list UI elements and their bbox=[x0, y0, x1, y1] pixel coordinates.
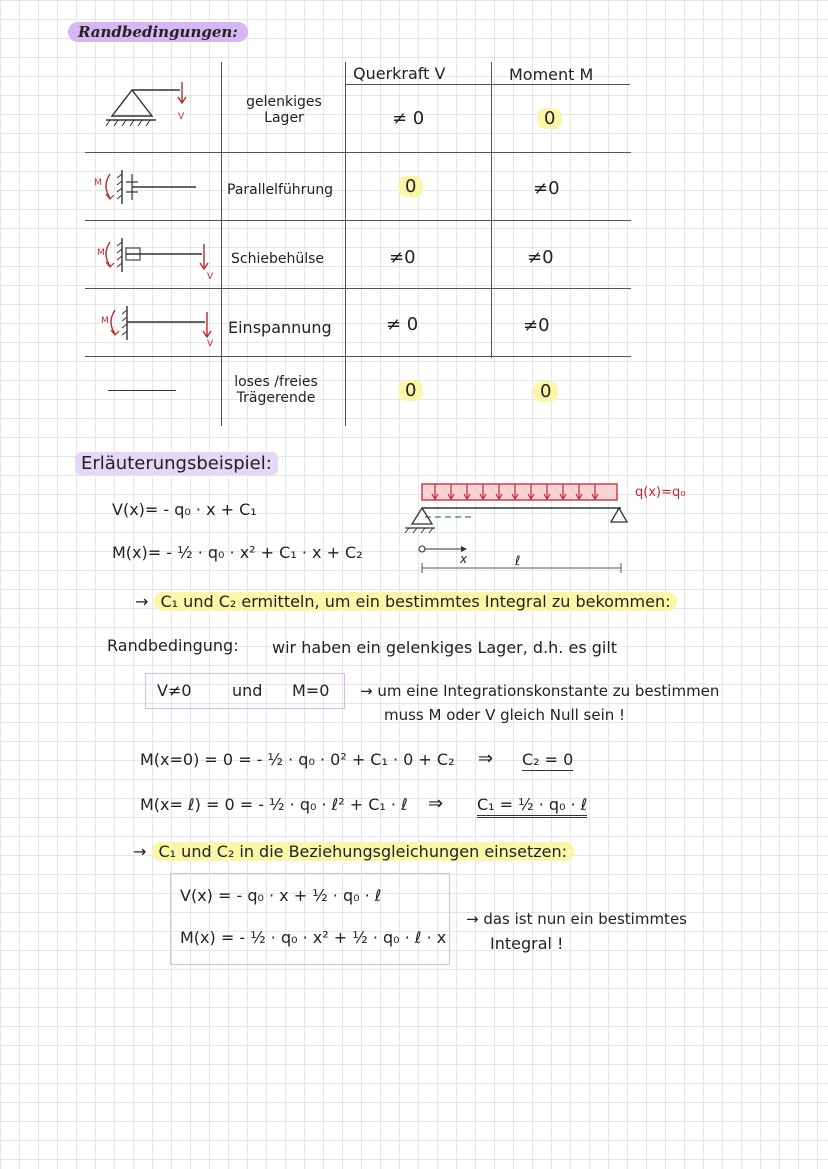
table-row-line bbox=[85, 220, 631, 221]
final-note-2: Integral ! bbox=[490, 934, 564, 953]
condition-v: V≠0 bbox=[157, 681, 192, 700]
v-label: V bbox=[178, 112, 185, 122]
equation-v: V(x)= - q₀ · x + C₁ bbox=[112, 500, 257, 519]
cell-m: ≠0 bbox=[533, 178, 560, 199]
v-label: V bbox=[207, 339, 214, 349]
free-end-sketch bbox=[108, 390, 176, 391]
row-name: loses /freies Trägerende bbox=[234, 374, 318, 406]
insert-line: → C₁ und C₂ in die Beziehungsgleichungen einsetzen: bbox=[133, 842, 574, 861]
equation-bc1: M(x=0) = 0 = - ½ · q₀ · 0² + C₁ · 0 + C₂ bbox=[140, 750, 455, 769]
note-line: → C₁ und C₂ ermitteln, um ein bestimmtes Integral zu bekommen: bbox=[135, 592, 677, 611]
cell-m: ≠0 bbox=[523, 315, 550, 336]
cell-v: 0 bbox=[398, 176, 423, 197]
example-heading: Erläuterungsbeispiel: bbox=[75, 452, 278, 475]
final-m: M(x) = - ½ · q₀ · x² + ½ · q₀ · ℓ · x bbox=[180, 928, 447, 947]
final-v: V(x) = - q₀ · x + ½ · q₀ · ℓ bbox=[180, 886, 382, 905]
table-divider-name bbox=[221, 62, 222, 426]
cell-m: 0 bbox=[537, 108, 562, 129]
table-row-line bbox=[85, 356, 631, 357]
implies-arrow: ⇒ bbox=[428, 793, 444, 814]
result-c1: C₁ = ½ · q₀ · ℓ bbox=[477, 795, 587, 818]
rb-text: wir haben ein gelenkiges Lager, d.h. es gilt bbox=[272, 638, 618, 657]
v-label: V bbox=[207, 272, 214, 282]
table-row-line bbox=[85, 152, 631, 153]
equation-m: M(x)= - ½ · q₀ · x² + C₁ · x + C₂ bbox=[112, 543, 363, 562]
row-name: gelenkiges Lager bbox=[246, 94, 322, 126]
condition-m: M=0 bbox=[292, 681, 330, 700]
pin-support-sketch bbox=[100, 76, 200, 136]
condition-note-2: muss M oder V gleich Null sein ! bbox=[384, 706, 626, 724]
m-label: M bbox=[97, 248, 105, 258]
condition-and: und bbox=[232, 681, 263, 700]
load-label: q(x)=q₀ bbox=[635, 485, 686, 500]
cell-v: ≠ 0 bbox=[386, 314, 419, 335]
row-name: Einspannung bbox=[228, 318, 332, 337]
final-note-1: → das ist nun ein bestimmtes bbox=[466, 910, 687, 928]
header-moment: Moment M bbox=[509, 65, 594, 84]
m-label: M bbox=[101, 316, 109, 326]
cell-m: ≠0 bbox=[527, 247, 554, 268]
fixed-support-sketch bbox=[95, 304, 225, 348]
cell-m: 0 bbox=[533, 381, 558, 402]
table-row-line bbox=[85, 288, 631, 289]
cell-v: ≠0 bbox=[389, 247, 416, 268]
rb-label: Randbedingung: bbox=[107, 636, 239, 655]
table-divider-v bbox=[345, 62, 346, 426]
result-c2: C₂ = 0 bbox=[522, 750, 574, 769]
header-querkraft: Querkraft V bbox=[353, 64, 446, 83]
equation-bc2: M(x= ℓ) = 0 = - ½ · q₀ · ℓ² + C₁ · ℓ bbox=[140, 795, 408, 814]
cell-v: 0 bbox=[398, 380, 423, 401]
implies-arrow: ⇒ bbox=[478, 748, 494, 769]
length-label: ℓ bbox=[515, 554, 521, 569]
m-label: M bbox=[94, 178, 102, 188]
page-title: Randbedingungen: bbox=[68, 22, 248, 42]
condition-note-1: → um eine Integrationskonstante zu bestimmen bbox=[360, 682, 720, 700]
table-header-line bbox=[345, 84, 630, 85]
table-divider-m bbox=[491, 62, 492, 358]
row-name: Schiebehülse bbox=[231, 251, 325, 267]
cell-v: ≠ 0 bbox=[392, 108, 425, 129]
x-axis-label: x bbox=[460, 552, 468, 566]
parallel-guide-sketch bbox=[90, 168, 210, 208]
row-name: Parallelführung bbox=[227, 182, 334, 198]
sliding-sleeve-sketch bbox=[90, 236, 220, 280]
